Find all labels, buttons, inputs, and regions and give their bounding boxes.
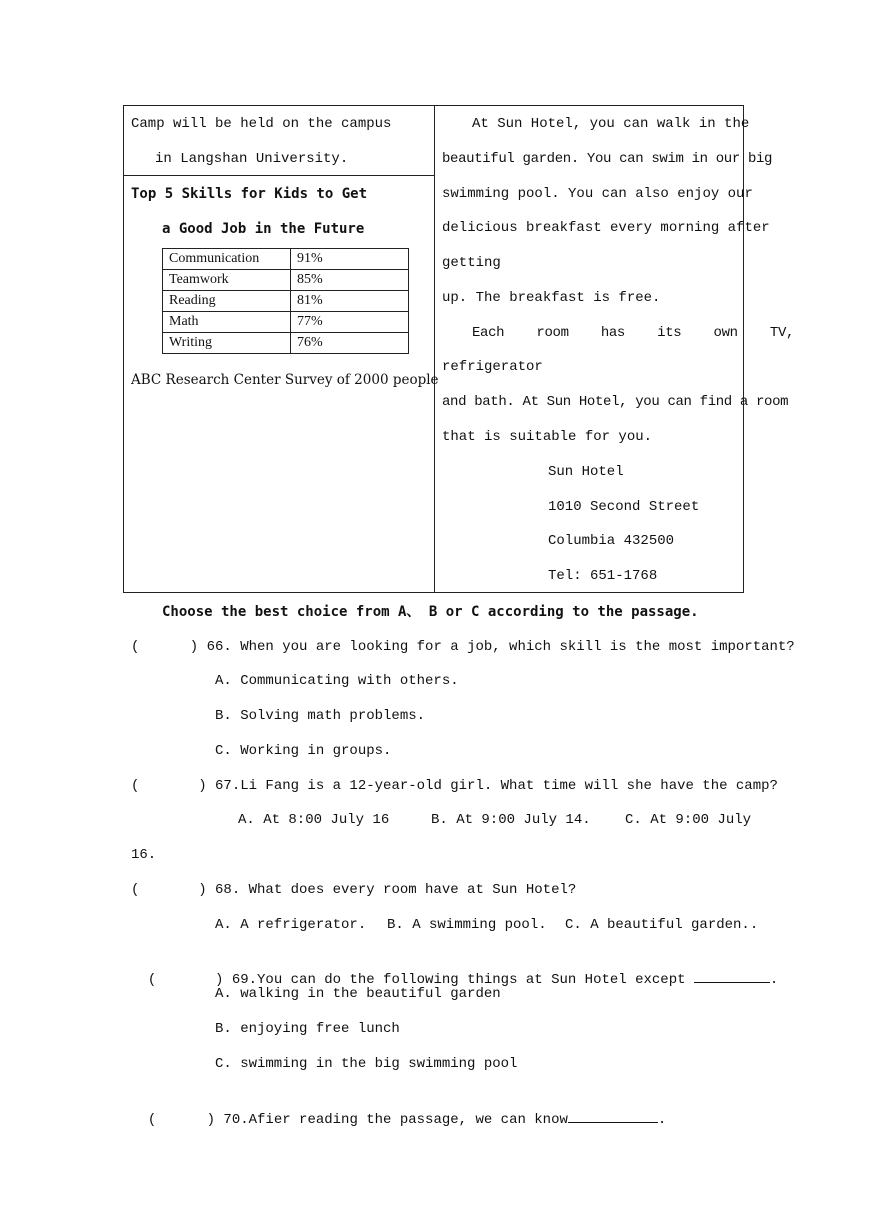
hotel-tel: Tel: 651-1768 [548,568,658,584]
skill-name: Math [163,312,291,333]
q68-option-b: B. A swimming pool. [387,917,547,933]
question-70-end: . [657,1112,667,1128]
hotel-line: refrigerator [442,359,543,375]
hotel-line: swimming pool. You can also enjoy our [442,186,753,202]
camp-line-2: in Langshan University. [155,151,349,167]
skill-percent: 91% [291,249,409,270]
skill-name: Teamwork [163,270,291,291]
hotel-line: getting [442,255,501,271]
q68-option-a: A. A refrigerator. [215,917,367,933]
skill-percent: 76% [291,333,409,354]
q66-option-b: B. Solving math problems. [215,708,426,724]
skill-percent: 85% [291,270,409,291]
hotel-name: Sun Hotel [548,464,624,480]
hotel-street: 1010 Second Street [548,499,700,515]
question-67: ( ) 67.Li Fang is a 12-year-old girl. What time will she have the camp? [131,778,778,794]
answer-blank [568,1108,658,1123]
hotel-line: beautiful garden. You can swim in our big [442,151,773,167]
table-row [163,333,409,354]
hotel-line: and bath. At Sun Hotel, you can find a room [442,394,789,410]
question-69 [131,950,778,989]
q69-option-c: C. swimming in the big swimming pool [215,1056,518,1072]
table-row [163,291,409,312]
table-row [163,312,409,333]
skills-title-line-1: Top 5 Skills for Kids to Get [131,186,368,202]
q69-option-b: B. enjoying free lunch [215,1021,400,1037]
skill-percent: 81% [291,291,409,312]
hotel-line: Each room has its own TV, [472,325,795,341]
row-divider [124,175,434,176]
question-66: ( ) 66. When you are looking for a job, which skill is the most important? [131,639,795,655]
skill-name: Writing [163,333,291,354]
q68-option-c: C. A beautiful garden.. [565,917,759,933]
question-68: ( ) 68. What does every room have at Sun Hotel? [131,882,577,898]
skill-name: Reading [163,291,291,312]
q67-option-a: A. At 8:00 July 16 [238,812,390,828]
skills-table [162,248,409,354]
q67-option-c: C. At 9:00 July [625,812,752,828]
skills-title-line-2: a Good Job in the Future [162,221,365,237]
q69-option-a: A. walking in the beautiful garden [215,986,501,1002]
hotel-line: up. The breakfast is free. [442,290,661,306]
answer-blank [694,968,770,983]
table-row [163,270,409,291]
survey-source: ABC Research Center Survey of 2000 people [131,372,439,388]
question-69-stem: ( ) 69.You can do the following things at Sun Hotel except [147,972,694,988]
q67-option-c-wrap: 16. [131,847,157,863]
hotel-line: delicious breakfast every morning after [442,220,770,236]
hotel-city: Columbia 432500 [548,533,675,549]
skill-percent: 77% [291,312,409,333]
q66-option-c: C. Working in groups. [215,743,392,759]
question-70 [131,1090,666,1129]
question-70-stem: ( ) 70.Afier reading the passage, we can know [147,1112,568,1128]
q67-option-b: B. At 9:00 July 14. [431,812,591,828]
instruction: Choose the best choice from A、 B or C according to the passage. [162,604,699,620]
hotel-line: At Sun Hotel, you can walk in the [472,116,750,132]
table-row [163,249,409,270]
q66-option-a: A. Communicating with others. [215,673,459,689]
question-69-end: . [769,972,779,988]
skill-name: Communication [163,249,291,270]
column-divider [434,106,435,592]
hotel-line: that is suitable for you. [442,429,653,445]
camp-line-1: Camp will be held on the campus [131,116,392,132]
